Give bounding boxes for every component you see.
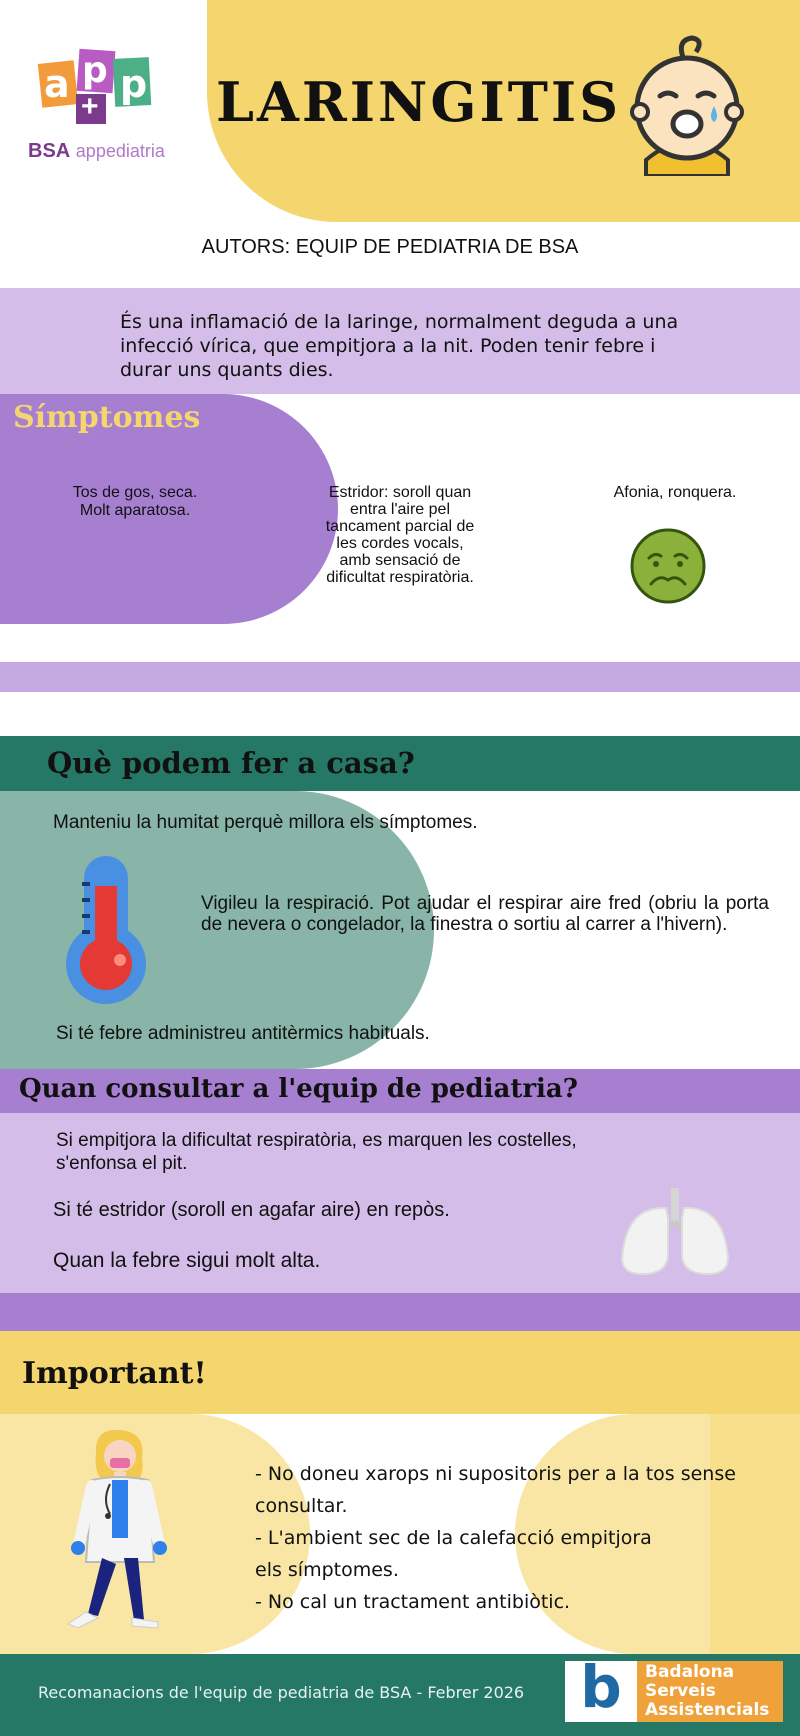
logo-letter-p2: p — [120, 62, 148, 106]
important-line: - L'ambient sec de la calefacció empitjora — [255, 1527, 652, 1549]
symptom-cough: Tos de gos, seca. Molt aparatosa. — [72, 484, 198, 519]
symptoms-heading: Símptomes — [13, 400, 201, 435]
home-item-fever: Si té febre administreu antitèrmics habituals. — [56, 1023, 430, 1044]
home-item-humidity: Manteniu la humitat perquè millora els símptomes. — [53, 812, 478, 833]
logo-sub: appediatria — [75, 141, 165, 161]
consult-item-stridor: Si té estridor (soroll en agafar aire) en repòs. — [53, 1199, 450, 1221]
footer-text: Recomanacions de l'equip de pediatria de BSA - Febrer 2026 — [38, 1683, 525, 1702]
logo-plus-icon: + — [81, 90, 99, 123]
consult-bottom-band — [0, 1293, 800, 1331]
home-item-breathing: Vigileu la respiració. Pot ajudar el respirar aire fred (obriu la porta de nevera o congelador, la finestra o sortiu al carrer a l'hivern). — [201, 893, 769, 935]
doctor-illustration — [58, 1428, 178, 1638]
symptom-aphonia: Afonia, ronquera. — [613, 484, 737, 501]
important-line: - No doneu xarops ni supositoris per a la tos sense — [255, 1463, 736, 1485]
consult-item-fever: Quan la febre sigui molt alta. — [53, 1249, 321, 1272]
consult-heading: Quan consultar a l'equip de pediatria? — [19, 1074, 578, 1104]
baby-crying-icon — [626, 30, 748, 176]
bsa-logo-line: Assistencials — [645, 1700, 770, 1720]
authors-line: AUTORS: EQUIP DE PEDIATRIA DE BSA — [201, 236, 579, 258]
important-line: - No cal un tractament antibiòtic. — [255, 1591, 571, 1613]
logo-letter-p1: p — [82, 50, 108, 91]
bsa-logo — [565, 1653, 783, 1722]
important-line: els símptomes. — [255, 1559, 399, 1581]
consult-item-breathing: Si empitjora la dificultat respiratòria, es marquen les costelles, s'enfonsa el pit. — [56, 1130, 577, 1174]
bsa-logo-mark: b — [580, 1653, 622, 1721]
thermometer-icon — [62, 852, 150, 1004]
intro-text: És una inflamació de la laringe, normalment deguda a una infecció vírica, que empitjora a la nit. Poden tenir febre i durar uns quants dies. — [120, 311, 679, 381]
bsa-logo-line: Serveis — [645, 1681, 716, 1701]
important-line: consultar. — [255, 1495, 348, 1517]
bsa-logo-line: Badalona — [645, 1662, 735, 1682]
page-title: LARINGITIS — [216, 70, 622, 134]
lungs-icon — [620, 1188, 730, 1276]
important-heading: Important! — [22, 1356, 207, 1391]
important-list — [255, 1458, 775, 1618]
home-heading: Què podem fer a casa? — [47, 746, 415, 780]
symptom-stridor: Estridor: soroll quan entra l'aire pel tancament parcial de les cordes vocals, amb sensació de dificultat respiratòria. — [325, 484, 475, 586]
sick-face-icon — [629, 528, 707, 604]
symptoms-divider-band — [0, 662, 800, 692]
logo-brand: BSA — [28, 140, 71, 162]
app-logo — [28, 44, 178, 164]
logo-letter-a: a — [44, 62, 70, 106]
